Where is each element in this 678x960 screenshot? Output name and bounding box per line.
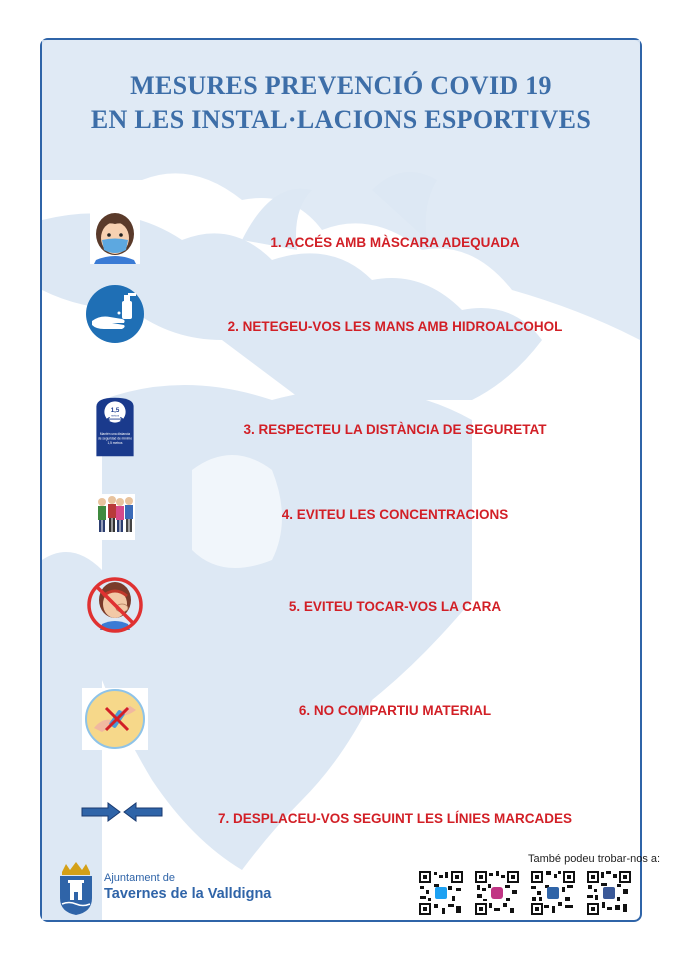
direction-arrows-icon [80,800,164,824]
distance-caption-line2: de seguridad de mínimo [97,436,133,441]
facebook-qr-code [586,870,632,916]
poster-title-line1: MESURES PREVENCIÓ COVID 19 [130,71,552,100]
council-prefix: Ajuntament de [104,872,175,884]
social-caption: També podeu trobar-nos a: [528,853,661,865]
safety-distance-icon [82,396,148,458]
item-5-text: 5. EVITEU TOCAR-VOS LA CARA [288,599,502,614]
youtube-icon [547,887,559,899]
twitter-icon [435,887,447,899]
twitter-qr-code [418,870,464,916]
crowd-icon [82,488,148,550]
item-7-text: 7. DESPLACEU-VOS SEGUINT LES LÍNIES MARCADES [217,811,573,826]
hand-sanitizer-icon [82,283,148,345]
council-logo [56,858,96,916]
instagram-icon [491,887,503,899]
distance-caption-line3: 1,5 metros [107,440,123,445]
coat-of-arms-watermark [42,40,640,920]
no-sharing-icon [82,688,148,750]
item-3-text: 3. RESPECTEU LA DISTÀNCIA DE SEGURETAT [243,422,547,437]
instagram-qr-code [474,870,520,916]
council-name: Tavernes de la Valldigna [104,886,272,902]
distance-caption-line1: Mantén una distancia [99,431,131,436]
facebook-icon [603,887,615,899]
poster-card [40,38,661,922]
item-1-text: 1. ACCÉS AMB MÀSCARA ADEQUADA [270,235,520,250]
distance-value: 1,5 [110,406,120,414]
youtube-qr-code [530,870,576,916]
poster-title-line2: EN LES INSTAL·LACIONS ESPORTIVES [90,105,592,134]
distance-unit: metros [110,414,120,418]
item-6-text: 6. NO COMPARTIU MATERIAL [298,703,492,718]
item-2-text: 2. NETEGEU-VOS LES MANS AMB HIDROALCOHOL [227,319,563,334]
no-face-touch-icon [82,574,148,636]
face-mask-icon [82,208,148,270]
item-4-text: 4. EVITEU LES CONCENTRACIONS [281,507,509,522]
